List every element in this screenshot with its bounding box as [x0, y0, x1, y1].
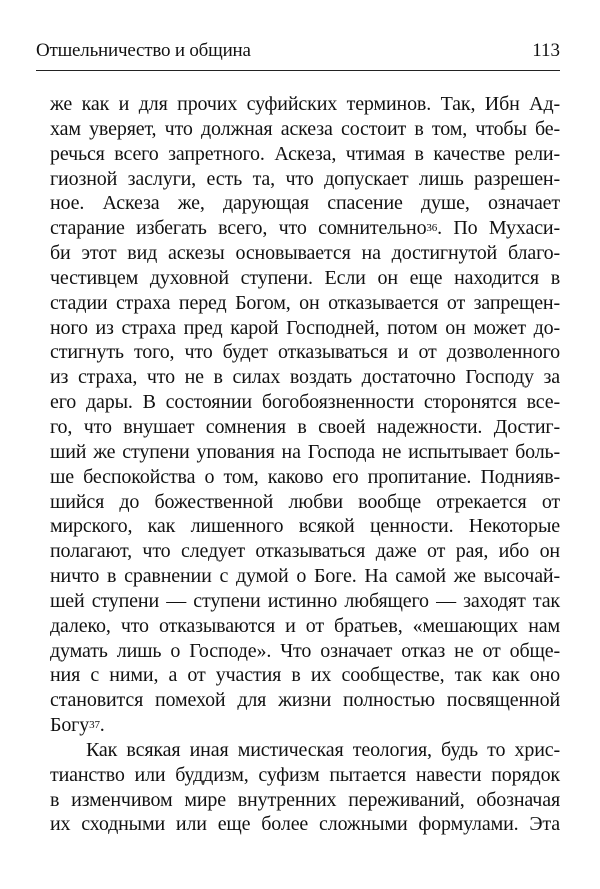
line-text: из страха, что не в силах воздать достаточно Господу за — [50, 366, 560, 389]
text-line — [50, 291, 560, 316]
line-text: мирского, как лишенного всякой ценности. Некоторые — [50, 515, 560, 538]
text-line — [50, 788, 560, 813]
line-text: становится помехой для жизни полностью посвященной — [50, 689, 560, 712]
running-title: Отшельничество и община — [36, 40, 251, 61]
text-line — [50, 92, 560, 117]
text-line — [50, 390, 560, 415]
line-text: полагают, что следует отказываться даже от рая, ибо он — [50, 540, 560, 563]
text-line — [50, 614, 560, 639]
line-text: ничто в сравнении с думой о Боге. На самой же высочай- — [50, 565, 560, 588]
line-text-continued: . По Мухаси- — [437, 217, 560, 240]
footnote-marker[interactable]: 37 — [89, 719, 100, 732]
text-line — [50, 465, 560, 490]
text-line — [50, 340, 560, 365]
body-text — [50, 92, 560, 837]
text-line — [50, 415, 560, 440]
text-line — [50, 688, 560, 713]
page-number: 113 — [532, 40, 560, 61]
text-line — [50, 241, 560, 266]
text-line — [50, 266, 560, 291]
line-text: их сходными или еще более сложными формулами. Эта — [50, 813, 560, 836]
text-line — [50, 216, 560, 241]
line-text: честивцем духовной ступени. Если он еще находится в — [50, 266, 560, 289]
line-text: его дары. В состоянии богобоязненности сторонятся все- — [50, 391, 560, 414]
text-line — [50, 440, 560, 465]
line-text-continued: . — [99, 714, 105, 737]
text-line — [50, 365, 560, 390]
text-line — [50, 812, 560, 837]
text-line — [50, 167, 560, 192]
text-line — [50, 564, 560, 589]
line-text: ший же ступени упования на Господа не испытывает боль- — [50, 440, 560, 463]
text-line — [50, 514, 560, 539]
text-line — [50, 539, 560, 564]
text-line — [50, 142, 560, 167]
line-text: шийся до божественной любви вообще отрекается от — [50, 490, 560, 513]
text-line — [50, 191, 560, 216]
line-text: Как всякая иная мистическая теология, будь то хрис- — [86, 738, 560, 761]
line-text: думать лишь о Господе». Что означает отказ не от обще- — [50, 639, 560, 662]
text-line — [50, 117, 560, 142]
line-text: би этот вид аскезы основывается на достигнутой благо- — [50, 242, 560, 265]
line-text: же как и для прочих суфийских терминов. Так, Ибн Ад- — [50, 93, 560, 115]
text-line — [50, 713, 560, 738]
line-text: го, что внушает сомнения в своей надежности. Достиг- — [50, 415, 560, 438]
running-header — [36, 40, 560, 64]
line-text: ния с ними, а от участия в их сообществе, так как оно — [50, 664, 560, 687]
text-line — [50, 763, 560, 788]
footnote-marker[interactable]: 36 — [426, 222, 438, 235]
line-text: тианство или буддизм, суфизм пытается навести порядок — [50, 763, 560, 786]
text-line — [50, 639, 560, 664]
header-rule — [36, 70, 560, 71]
line-text: речься всего запретного. Аскеза, чтимая в качестве рели- — [50, 142, 560, 165]
line-text: шей ступени — ступени истинно любящего — заходят так — [50, 589, 560, 612]
text-line — [50, 663, 560, 688]
text-line — [50, 490, 560, 515]
text-line — [50, 738, 560, 763]
line-text: ного из страха пред карой Господней, потом он может до- — [50, 316, 560, 339]
line-text: стигнуть того, что будет отказываться и от дозволенного — [50, 341, 560, 364]
line-text: далеко, что отказываются и от братьев, «мешающих нам — [50, 614, 560, 637]
line-text: старание избегать всего, что сомнительно — [50, 217, 427, 240]
line-text: в изменчивом мире внутренних переживаний, обозначая — [50, 788, 560, 811]
line-text: стадии страха перед Богом, он отказывается от запрещен- — [50, 291, 560, 314]
line-text: хам уверяет, что должная аскеза состоит в том, чтобы бе- — [50, 117, 560, 140]
line-text: ное. Аскеза же, дарующая спасение душе, означает — [50, 192, 560, 215]
text-line — [50, 316, 560, 341]
line-text: ше беспокойства о том, каково его пропитание. Поднияв- — [50, 465, 560, 488]
line-text: гиозной заслуги, есть та, что допускает лишь разрешен- — [50, 167, 560, 190]
text-line — [50, 589, 560, 614]
line-text: Богу — [50, 714, 90, 737]
